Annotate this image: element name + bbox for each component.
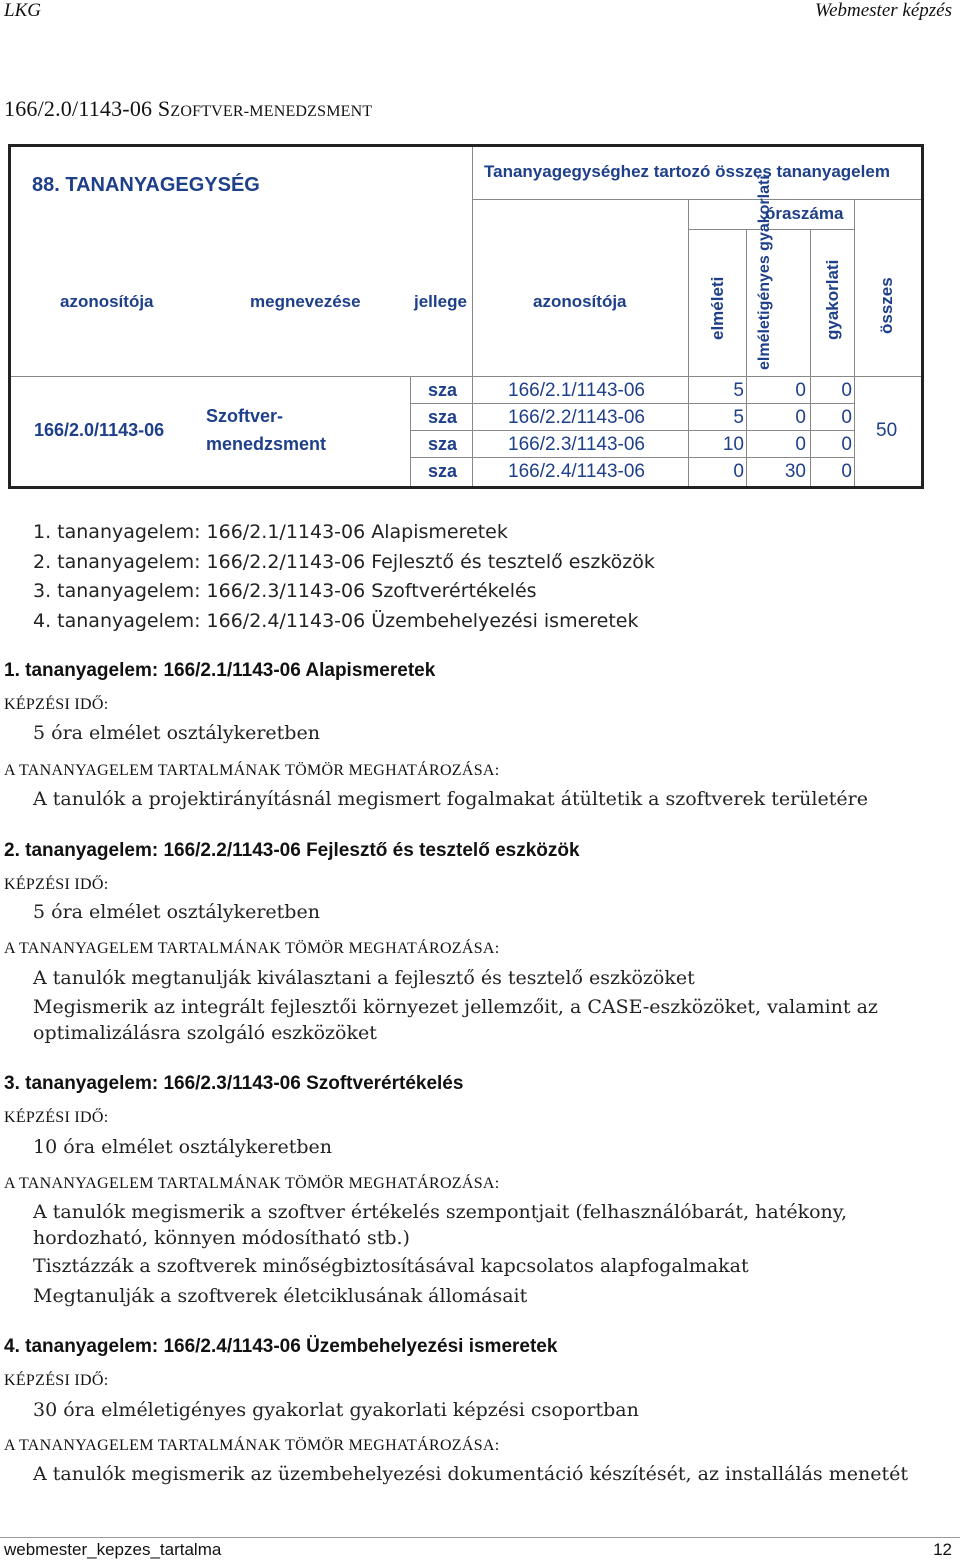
table-line	[410, 376, 411, 486]
list-item: 1. tananyagelem: 166/2.1/1143-06 Alapismeretek	[33, 521, 508, 543]
row-id: 166/2.1/1143-06	[508, 380, 645, 401]
col-id: azonosítója	[60, 292, 154, 311]
table-line	[472, 199, 921, 200]
section-heading: 2. tananyagelem: 166/2.2/1143-06 Fejlesztő és tesztelő eszközök	[4, 840, 580, 861]
time-label: KÉPZÉSI IDŐ:	[4, 696, 109, 713]
table-line	[746, 229, 747, 486]
row-id: 166/2.3/1143-06	[508, 434, 645, 455]
desc-text: A tanulók megtanulják kiválasztani a fejlesztő és tesztelő eszközöket	[33, 967, 695, 989]
unit-id: 166/2.0/1143-06	[34, 420, 165, 440]
unit-total: 50	[876, 420, 898, 441]
desc-text: A tanulók megismerik az üzembehelyezési dokumentáció készítését, az installálás menetét	[33, 1463, 908, 1485]
row-theory: 5	[733, 380, 744, 401]
col-name: megnevezése	[250, 292, 361, 311]
time-text: 5 óra elmélet osztálykeretben	[33, 901, 320, 923]
col-total: összes	[877, 277, 896, 334]
unit-title: 88. TANANYAGEGYSÉG	[32, 174, 260, 196]
list-item: 2. tananyagelem: 166/2.2/1143-06 Fejlesztő és tesztelő eszközök	[33, 550, 655, 573]
header-left: LKG	[4, 0, 41, 21]
row-theory: 0	[733, 461, 744, 482]
row-tp: 0	[795, 380, 806, 401]
table-line	[854, 199, 855, 486]
time-label: KÉPZÉSI IDŐ:	[4, 876, 109, 893]
row-tp: 30	[784, 461, 806, 482]
col-theory-practice: elméletigényes gyakorlati	[756, 175, 773, 370]
col-elem-id: azonosítója	[533, 292, 627, 311]
col-theory: elméleti	[708, 276, 727, 340]
header-right: Webmester képzés	[814, 0, 952, 21]
time-label: KÉPZÉSI IDŐ:	[4, 1372, 109, 1389]
row-id: 166/2.4/1143-06	[508, 461, 645, 482]
col-type: jellege	[414, 292, 467, 311]
page-number: 12	[933, 1540, 952, 1559]
row-type: sza	[428, 434, 458, 454]
table-line	[472, 147, 473, 486]
row-id: 166/2.2/1143-06	[508, 407, 645, 428]
time-text: 5 óra elmélet osztálykeretben	[33, 722, 320, 744]
time-text: 30 óra elméletigényes gyakorlat gyakorlati képzési csoportban	[33, 1399, 639, 1421]
row-tp: 0	[795, 434, 806, 455]
table-line	[810, 229, 811, 486]
time-text: 10 óra elmélet osztálykeretben	[33, 1136, 333, 1158]
row-type: sza	[428, 380, 458, 400]
elements-title: Tananyagegységhez tartozó összes tananyagelem	[484, 162, 890, 181]
section-heading: 1. tananyagelem: 166/2.1/1143-06 Alapismeretek	[4, 660, 436, 681]
list-item: 4. tananyagelem: 166/2.4/1143-06 Üzembehelyezési ismeretek	[33, 609, 639, 632]
desc-text: hordozható, könnyen módosítható stb.)	[33, 1227, 410, 1249]
table-line	[11, 376, 921, 377]
table-line	[688, 199, 689, 486]
row-practice: 0	[841, 461, 852, 482]
element-list	[33, 518, 655, 636]
row-practice: 0	[841, 407, 852, 428]
row-tp: 0	[795, 407, 806, 428]
desc-text: Tisztázzák a szoftverek minőségbiztosításával kapcsolatos alapfogalmakat	[33, 1255, 749, 1277]
row-theory: 5	[733, 407, 744, 428]
row-type: sza	[428, 461, 458, 481]
table-line	[410, 457, 854, 458]
list-item: 3. tananyagelem: 166/2.3/1143-06 Szoftverértékelés	[33, 580, 537, 602]
curriculum-table	[8, 144, 924, 489]
section-heading: 4. tananyagelem: 166/2.4/1143-06 Üzembehelyezési ismeretek	[4, 1336, 558, 1357]
time-label: KÉPZÉSI IDŐ:	[4, 1109, 109, 1126]
desc-text: A tanulók megismerik a szoftver értékelés szempontjait (felhasználóbarát, hatékony,	[33, 1201, 848, 1223]
footer-divider	[0, 1537, 960, 1538]
title-code: 166/2.0/1143-06 S	[4, 96, 171, 121]
hours-title: óraszáma	[765, 204, 844, 223]
row-type: sza	[428, 407, 458, 427]
table-line	[410, 430, 854, 431]
table-line	[410, 403, 854, 404]
unit-name-2: menedzsment	[206, 434, 327, 454]
col-practice: gyakorlati	[823, 259, 842, 340]
desc-label: A TANANYAGELEM TARTALMÁNAK TÖMÖR MEGHATÁROZÁSA:	[4, 1175, 500, 1192]
desc-label: A TANANYAGELEM TARTALMÁNAK TÖMÖR MEGHATÁROZÁSA:	[4, 762, 500, 779]
row-practice: 0	[841, 380, 852, 401]
page-title	[4, 96, 372, 122]
title-rest: ZOFTVER-MENEDZSMENT	[170, 103, 373, 120]
footer-filename: webmester_kepzes_tartalma	[4, 1540, 222, 1559]
desc-text: Megtanulják a szoftverek életciklusának állomásait	[33, 1285, 528, 1307]
desc-label: A TANANYAGELEM TARTALMÁNAK TÖMÖR MEGHATÁROZÁSA:	[4, 1437, 500, 1454]
unit-name-1: Szoftver-	[206, 406, 284, 426]
section-heading: 3. tananyagelem: 166/2.3/1143-06 Szoftverértékelés	[4, 1073, 464, 1094]
desc-text: A tanulók a projektirányításnál megismert fogalmakat átültetik a szoftverek területére	[33, 788, 868, 810]
desc-text: optimalizálásra szolgáló eszközöket	[33, 1022, 377, 1044]
desc-text: Megismerik az integrált fejlesztői környezet jellemzőit, a CASE-eszközöket, valamint az	[33, 996, 878, 1018]
desc-label: A TANANYAGELEM TARTALMÁNAK TÖMÖR MEGHATÁROZÁSA:	[4, 940, 500, 957]
row-practice: 0	[841, 434, 852, 455]
row-theory: 10	[722, 434, 744, 455]
